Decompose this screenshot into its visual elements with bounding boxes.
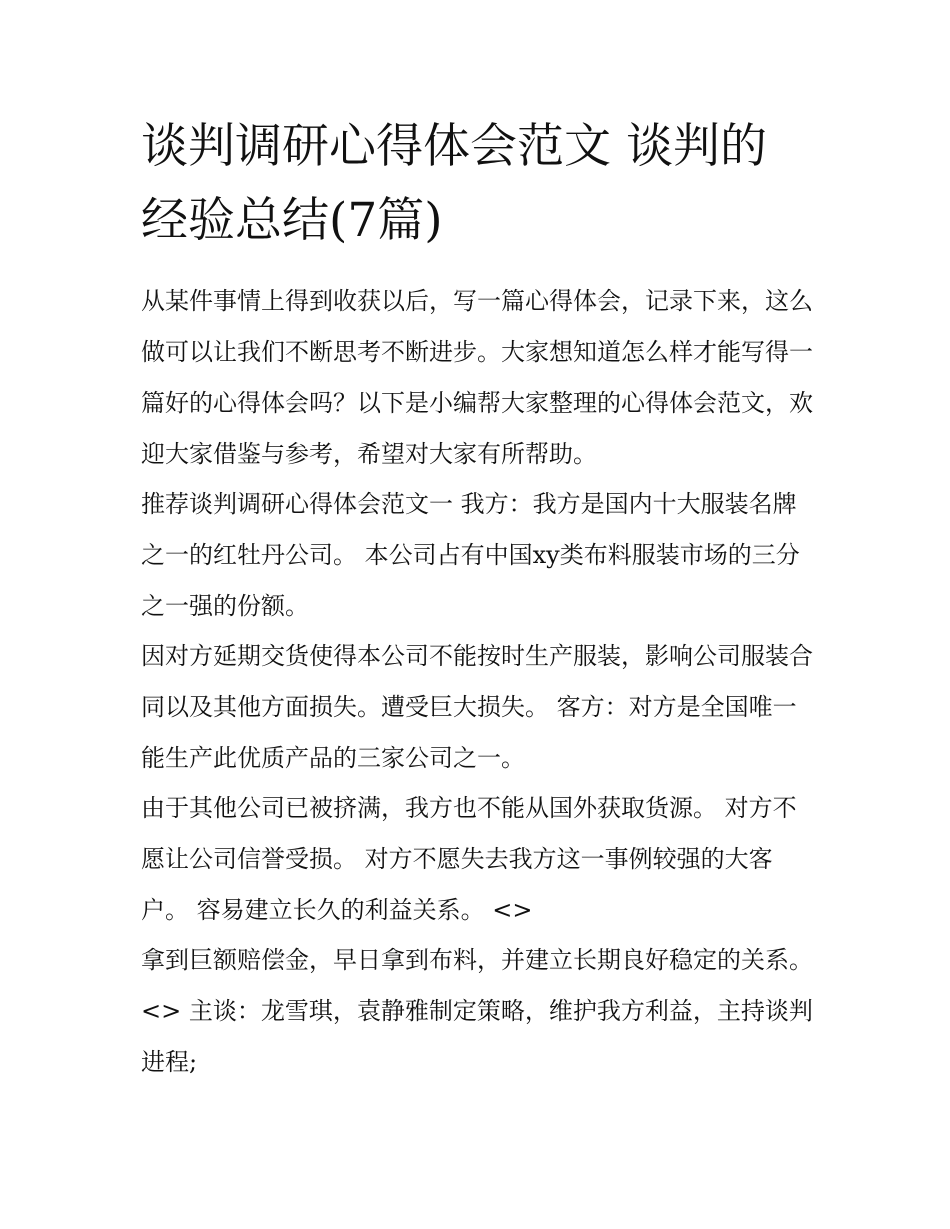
paragraph-our-side: 推荐谈判调研心得体会范文一 我方：我方是国内十大服装名牌之一的红牡丹公司。 本公司占有中国xy类布料服装市场的三分之一强的份额。 <box>141 490 800 620</box>
document-body <box>141 110 813 1087</box>
document-title: 谈判调研心得体会范文 谈判的经验总结(7篇) <box>141 119 767 248</box>
paragraph-goals: 拿到巨额赔偿金，早日拿到布料，并建立长期良好稳定的关系。 <> 主谈：龙雪琪，袁静雅制定策略，维护我方利益，主持谈判进程; <box>141 946 813 1076</box>
paragraph-losses: 因对方延期交货使得本公司不能按时生产服装，影响公司服装合同以及其他方面损失。遭受巨大损失。 客方：对方是全国唯一能生产此优质产品的三家公司之一。 <box>141 642 813 772</box>
paragraph-other-side: 由于其他公司已被挤满，我方也不能从国外获取货源。 对方不愿让公司信誉受损。 对方不愿失去我方这一事例较强的大客户。 容易建立长久的利益关系。 <> <box>141 794 797 924</box>
paragraph-intro: 从某件事情上得到收获以后，写一篇心得体会，记录下来，这么做可以让我们不断思考不断进步。大家想知道怎么样才能写得一篇好的心得体会吗？以下是小编帮大家整理的心得体会范文，欢迎大家借鉴与参考，希望对大家有所帮助。 <box>141 287 813 468</box>
